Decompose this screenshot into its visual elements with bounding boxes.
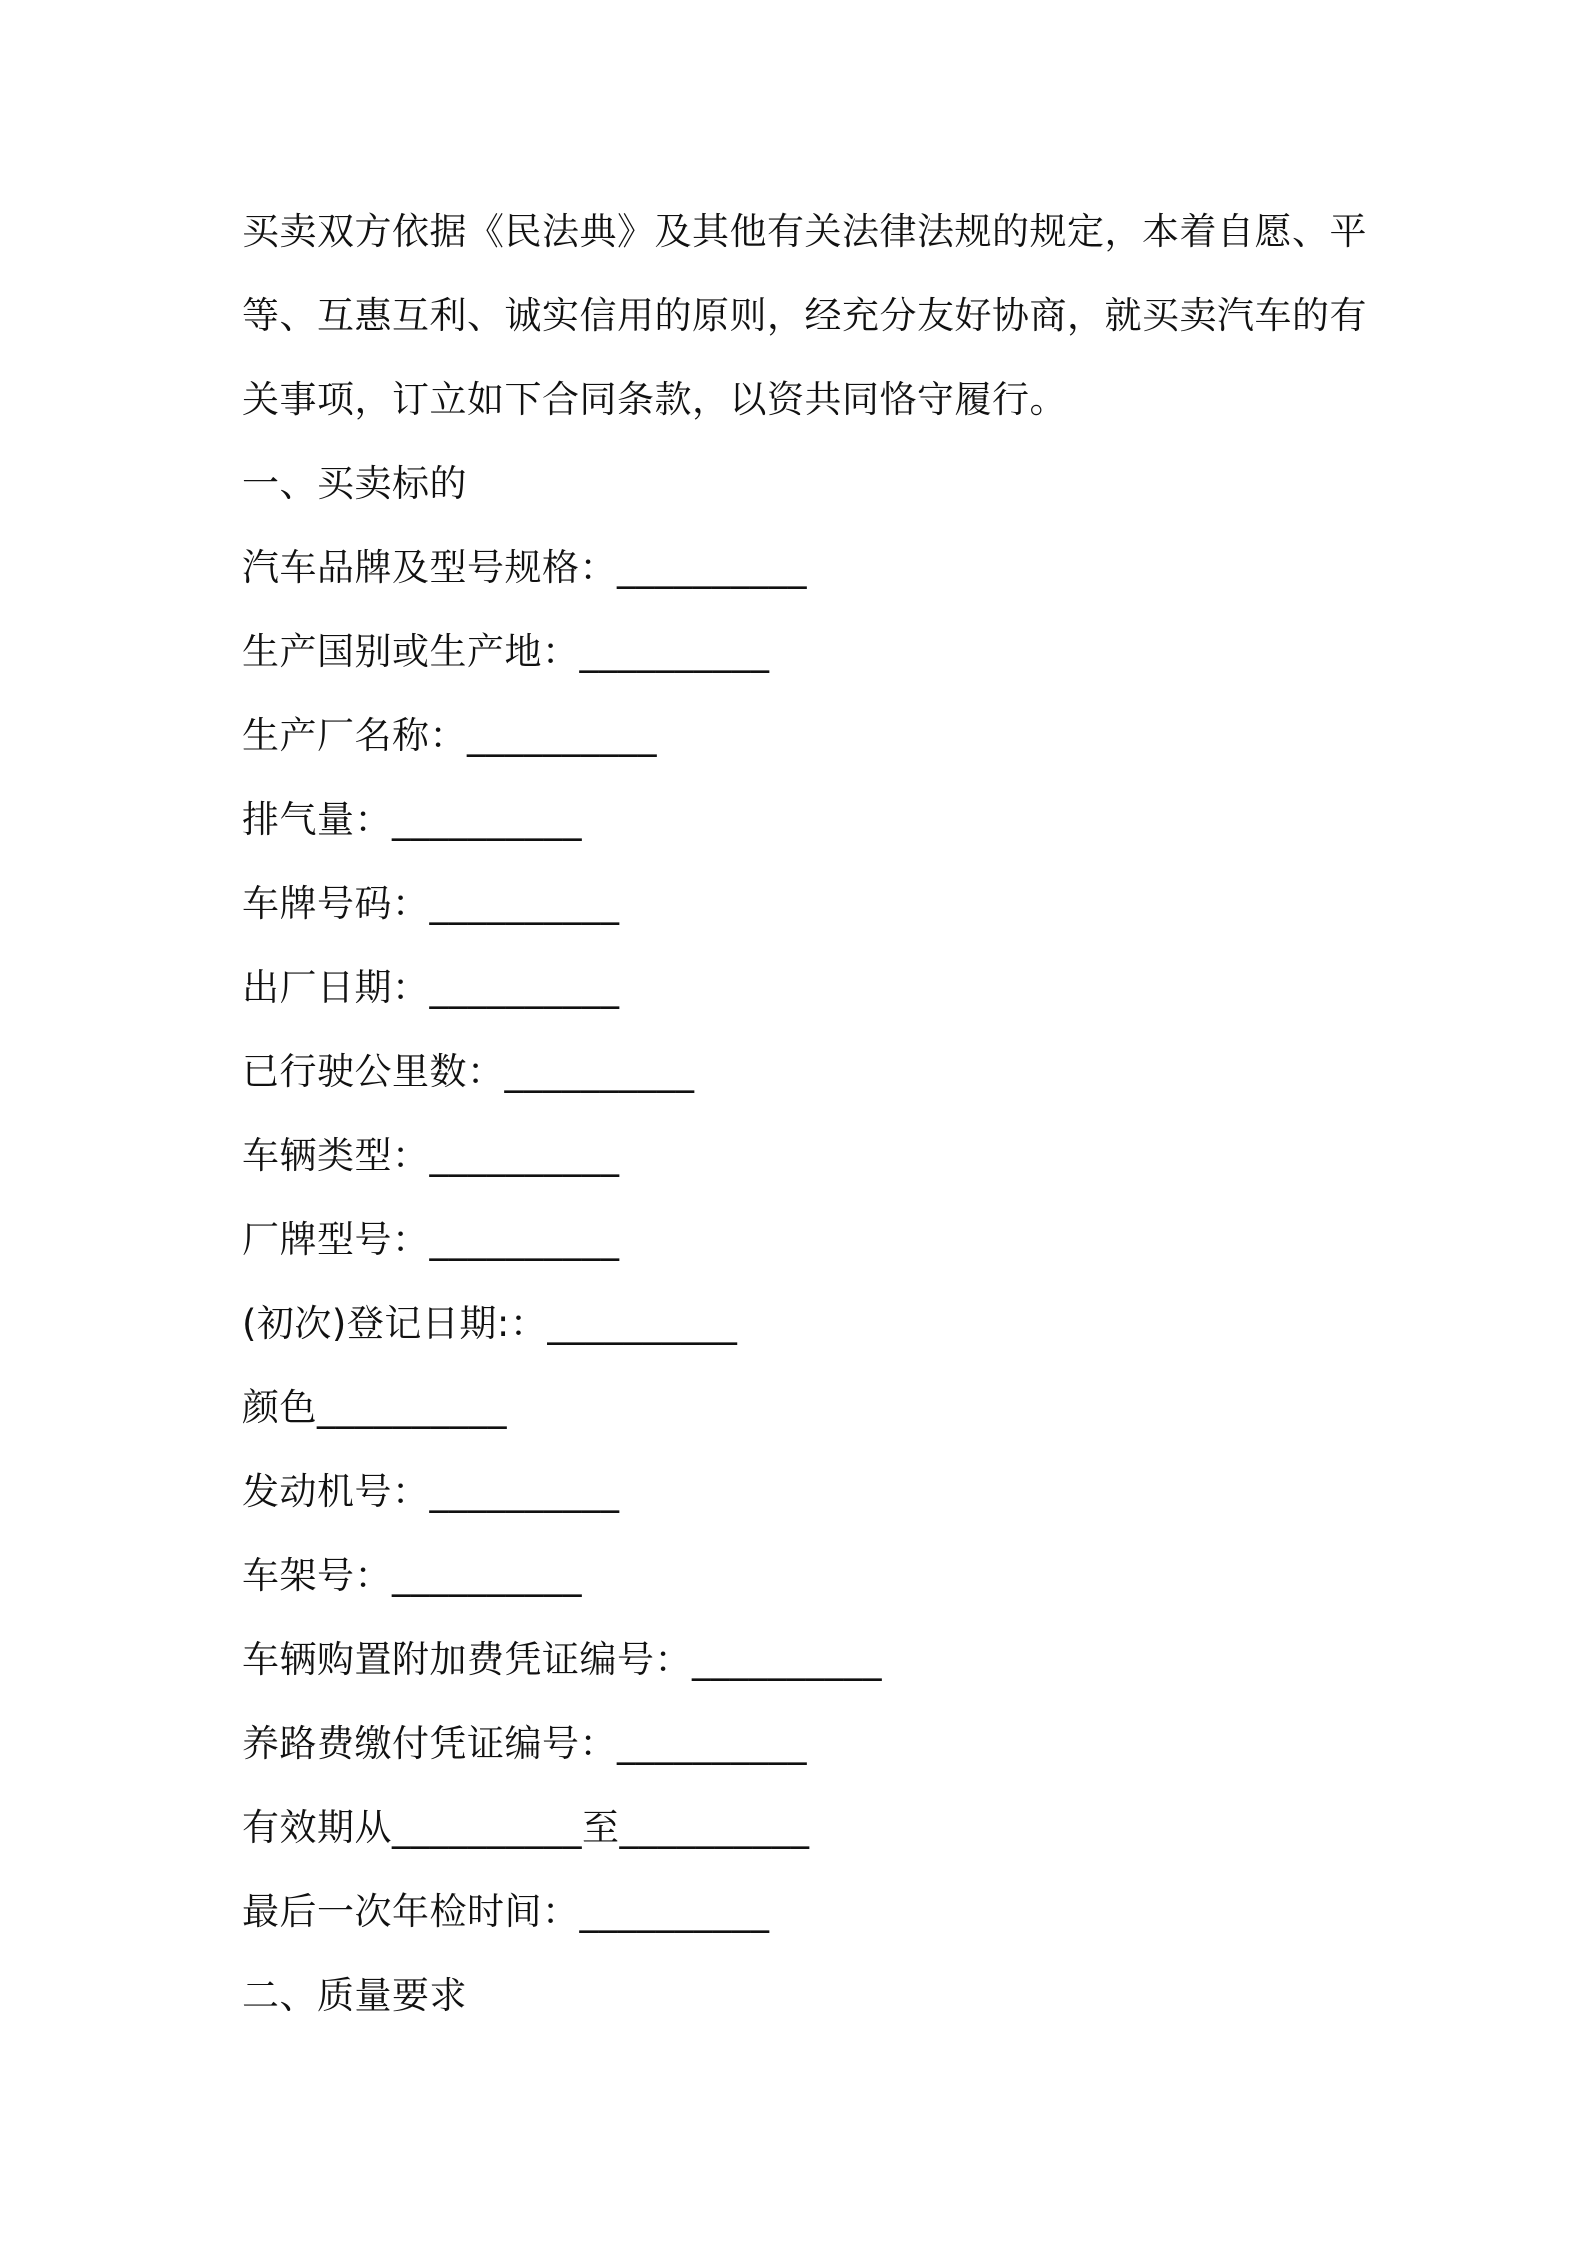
field-last-inspection: 最后一次年检时间：__________ (242, 1890, 770, 1933)
field-purchase-tax-receipt: 车辆购置附加费凭证编号：__________ (242, 1638, 882, 1681)
section-heading-subject: 一、买卖标的 (242, 462, 467, 505)
section-heading-quality: 二、质量要求 (242, 1974, 467, 2017)
field-brand-type: 厂牌型号：__________ (242, 1218, 620, 1261)
intro-line-3: 关事项，订立如下合同条款，以资共同恪守履行。 (242, 378, 1067, 421)
field-road-fee-receipt: 养路费缴付凭证编号：__________ (242, 1722, 807, 1765)
field-brand-model: 汽车品牌及型号规格：__________ (242, 546, 807, 589)
field-registration-date: (初次)登记日期:：__________ (242, 1302, 738, 1345)
field-vehicle-type: 车辆类型：__________ (242, 1134, 620, 1177)
field-validity-period: 有效期从__________至__________ (242, 1806, 810, 1849)
field-manufacturer: 生产厂名称：__________ (242, 714, 657, 757)
field-origin: 生产国别或生产地：__________ (242, 630, 770, 673)
intro-line-1: 买卖双方依据《民法典》及其他有关法律法规的规定，本着自愿、平 (242, 210, 1367, 253)
field-plate-number: 车牌号码：__________ (242, 882, 620, 925)
field-displacement: 排气量：__________ (242, 798, 582, 841)
field-engine-number: 发动机号：__________ (242, 1470, 620, 1513)
field-production-date: 出厂日期：__________ (242, 966, 620, 1009)
field-mileage: 已行驶公里数：__________ (242, 1050, 695, 1093)
contract-text (242, 196, 1367, 2044)
intro-line-2: 等、互惠互利、诚实信用的原则，经充分友好协商，就买卖汽车的有 (242, 294, 1367, 337)
field-color: 颜色__________ (242, 1386, 507, 1429)
field-frame-number: 车架号：__________ (242, 1554, 582, 1597)
